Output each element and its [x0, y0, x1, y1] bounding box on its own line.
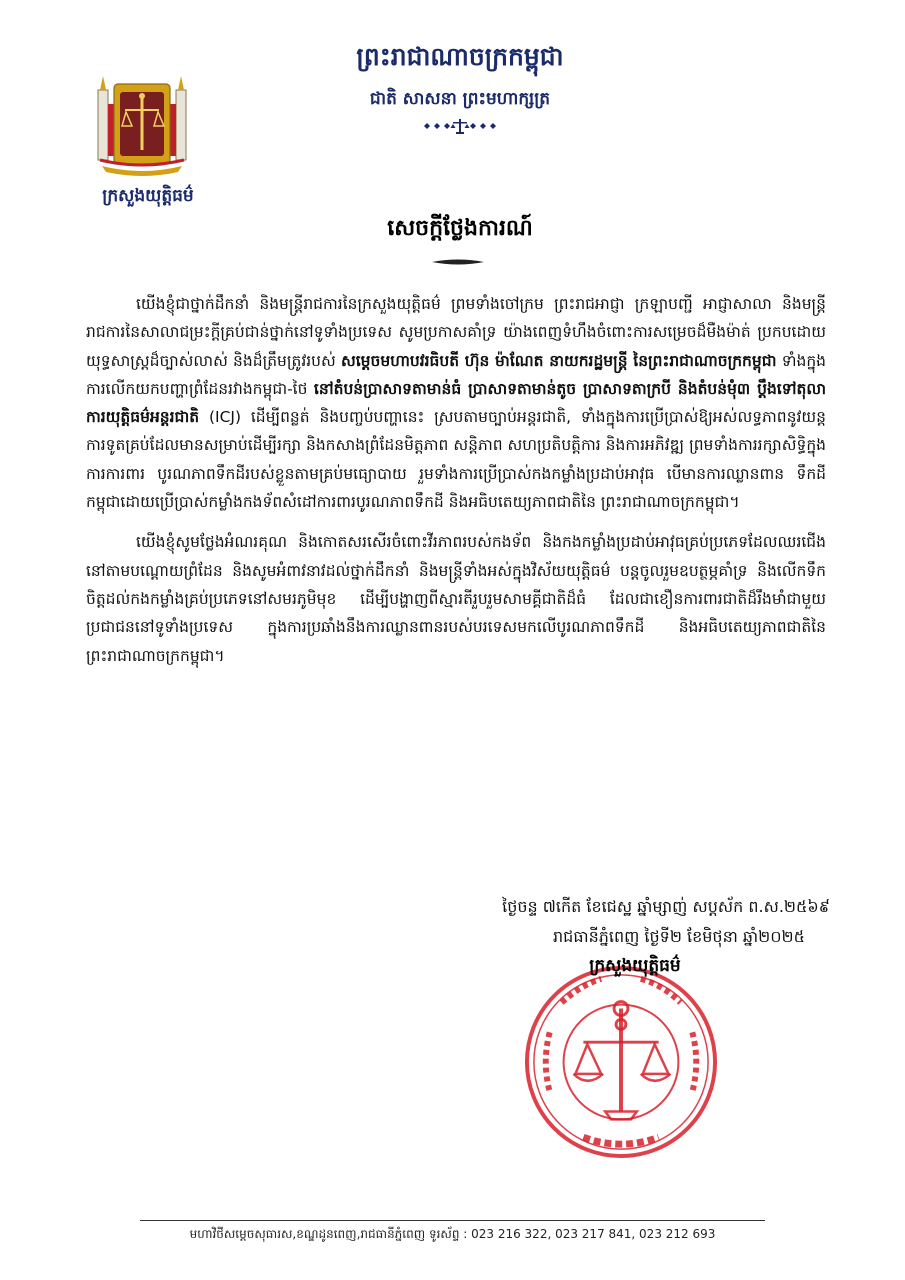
statement-body: [86, 290, 826, 670]
prime-minister-name: សម្តេចមហាបវរធិបតី ហ៊ុន ម៉ាណែត នាយករដ្ឋមន្ត្រី នៃព្រះរាជាណាចក្រកម្ពុជា: [341, 351, 777, 370]
motto-ornament-icon: [420, 116, 500, 136]
solar-date: រាជធានីភ្នំពេញ ថ្ងៃទី២ ខែមិថុនា ឆ្នាំ២០២៥: [553, 927, 805, 946]
footer-divider: [140, 1220, 765, 1221]
lunar-date: ថ្ងៃចន្ទ ៧កើត ខែជេស្ឋ ឆ្នាំម្សាញ់ សប្តស័ក ព.ស.២៥៦៩: [502, 897, 830, 916]
signatory-ministry: ក្រសួងយុត្តិធម៌: [589, 956, 681, 976]
border-areas: នៅតំបន់ប្រាសាទតាមាន់ធំ ប្រាសាទតាមាន់តូច ប្រាសាទតាក្របី និងតំបន់មុំ៣ ប្តឹងទៅតុលាការយុត្តិធម៌អន្តរជាតិ: [86, 379, 826, 427]
paragraph-middle: ទាំងក្នុងការលើកយកបញ្ហាព្រំដែនរវាងកម្ពុជា-ថៃ: [86, 351, 827, 398]
paragraph-intro: យើងខ្ញុំជាថ្នាក់ដឹកនាំ និងមន្ត្រីរាជការនៃក្រសួងយុត្តិធម៌ ព្រមទាំងចៅក្រម ព្រះរាជអាជ្ញា ក្រឡាបញ្ជី អាជ្ញាសាលា និងមន្ត្រីរាជការនៃសាលាជម្រះក្តីគ្រប់ជាន់ថ្នាក់នៅទូទាំងប្រទេស សូមប្រកាសគាំទ្រ យ៉ាងពេញទំហឹងចំពោះការសម្រេចដ៏មឺងម៉ាត់ ប្រកបដោយយុទ្ធសាស្ត្រដ៏ច្បាស់លាស់ និងដ៏ត្រឹមត្រូវរបស់: [86, 295, 826, 370]
national-motto: ជាតិ សាសនា ព្រះមហាក្សត្រ: [369, 89, 551, 109]
paragraph-gratitude: យើងខ្ញុំសូមថ្លែងអំណរគុណ និងកោតសរសើរចំពោះវីរភាពរបស់កងទ័ព និងកងកម្លាំងប្រដាប់អាវុធគ្រប់ប្រភេទដែលឈរជើងនៅតាមបណ្តោយព្រំដែន និងសូមអំពាវនាវដល់ថ្នាក់ដឹកនាំ និងមន្ត្រីទាំងអស់ក្នុងវិស័យយុត្តិធម៌ បន្តចូលរួមឧបត្ថម្ភគាំទ្រ និងលើកទឹកចិត្តដល់កងកម្លាំងគ្រប់ប្រភេទនៅសមរភូមិមុខ ដើម្បីបង្ហាញពីស្មារតីរួបរួមសាមគ្គីជាតិដ៏ធំ ដែលជាខឿនការពារជាតិដ៏រឹងមាំជាមួយប្រជាជននៅទូទាំងប្រទេស ក្នុងការប្រឆាំងនឹងការឈ្លានពានរបស់បរទេសមកលើបូរណភាពទឹកដី និងអធិបតេយ្យភាពជាតិនៃព្រះរាជាណាចក្រកម្ពុជា។: [86, 533, 826, 665]
paragraph-support: [86, 290, 826, 516]
ministry-emblem-icon: [92, 70, 192, 180]
footer-address: មហាវិថីសម្តេចសុធារស,ខណ្ឌដូនពេញ,រាជធានីភ្នំពេញ ទូរស័ព្ទ : 023 216 322, 023 217 841, 023 212 693: [189, 1227, 716, 1241]
document-title: សេចក្តីថ្លែងការណ៍: [387, 215, 533, 241]
official-seal-icon: [522, 963, 720, 1161]
kingdom-heading: ព្រះរាជាណាចក្រកម្ពុជា: [356, 42, 564, 71]
title-divider-icon: [430, 256, 486, 268]
ministry-name: ក្រសួងយុត្តិធម៌: [102, 186, 194, 206]
paragraph-rest: (ICJ) ដើម្បីពន្លត់ និងបញ្ចប់បញ្ហានេះ ស្របតាមច្បាប់អន្តរជាតិ, ទាំងក្នុងការប្រើប្រាស់ឱ្យអស់លទ្ធភាពនូវយន្តការទូតគ្រប់ដែលមានសម្រាប់ដើម្បីរក្សា និងកសាងព្រំដែនមិត្តភាព សន្តិភាព សហប្រតិបត្តិការ និងការអភិវឌ្ឍ ព្រមទាំងការរក្សាសិទ្ធិក្នុងការការពារ បូរណភាពទឹកដីរបស់ខ្លួនតាមគ្រប់មធ្យោបាយ រួមទាំងការប្រើប្រាស់កងកម្លាំងប្រដាប់អាវុធ បើមានការឈ្លានពាន ទឹកដីកម្ពុជាដោយប្រើប្រាស់កម្លាំងកងទ័ពសំដៅការពារបូរណភាពទឹកដី និងអធិបតេយ្យភាពជាតិនៃ ព្រះរាជាណាចក្រកម្ពុជា។: [86, 408, 826, 512]
